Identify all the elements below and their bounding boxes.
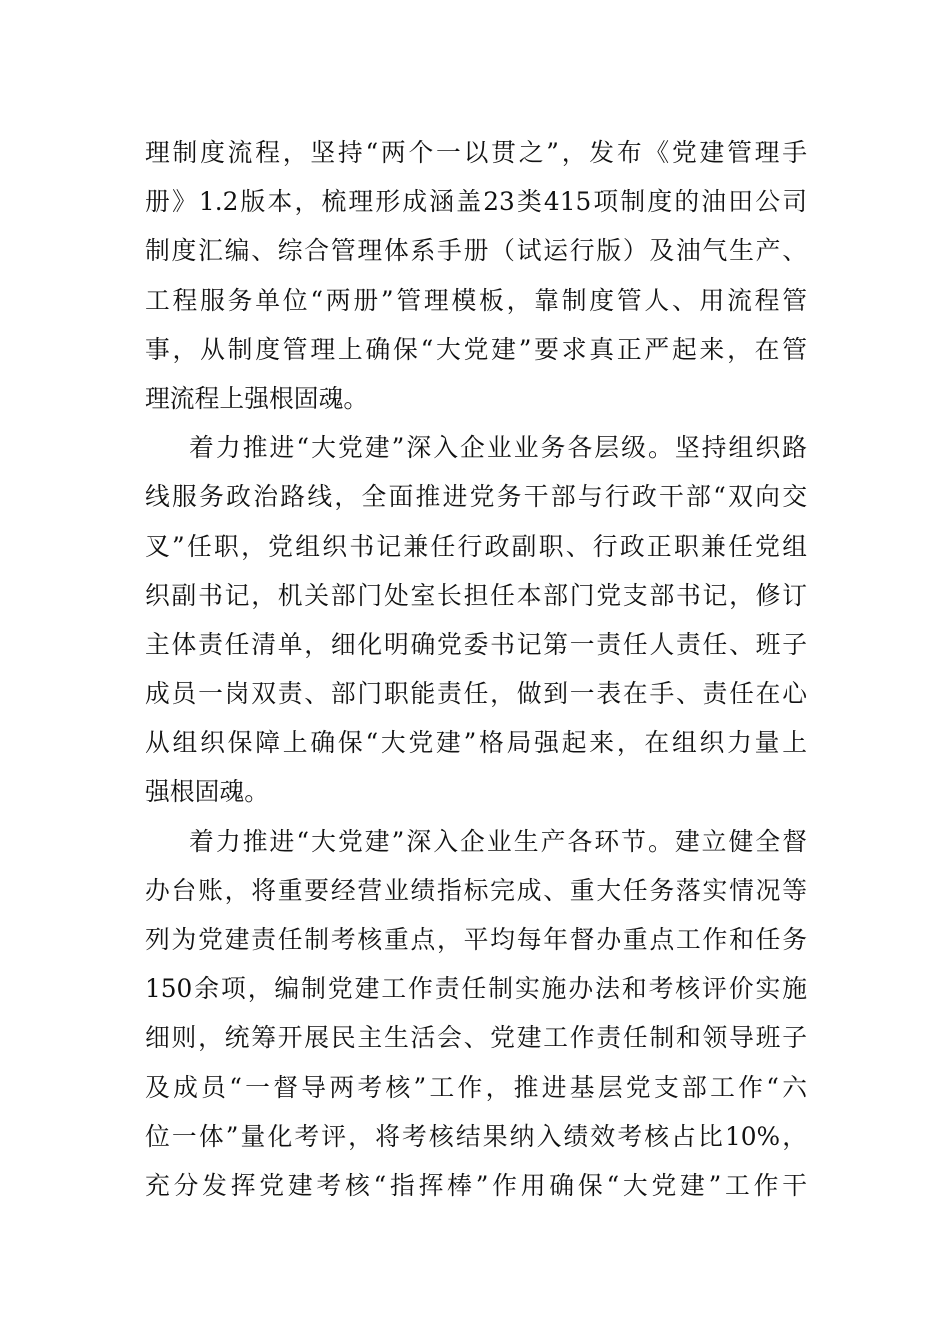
text-line: 主体责任清单，细化明确党委书记第一责任人责任、班子 (145, 629, 807, 659)
text-line: 细则，统筹开展民主生活会、党建工作责任制和领导班子 (145, 1023, 807, 1053)
text-line: 事，从制度管理上确保“大党建”要求真正严起来，在管 (145, 334, 807, 364)
text-line: 叉”任职，党组织书记兼任行政副职、行政正职兼任党组 (145, 531, 807, 561)
text-line: 成员一岗双责、部门职能责任，做到一表在手、责任在心 (145, 679, 807, 709)
text-line: 及成员“一督导两考核”工作，推进基层党支部工作“六 (145, 1072, 807, 1102)
paragraph-1 (145, 128, 807, 423)
text-line: 织副书记，机关部门处室长担任本部门党支部书记，修订 (145, 580, 807, 610)
text-line: 从组织保障上确保“大党建”格局强起来，在组织力量上 (145, 728, 807, 758)
text-line: 理流程上强根固魂。 (145, 383, 369, 413)
text-line: 工程服务单位“两册”管理模板，靠制度管人、用流程管 (145, 285, 807, 315)
text-line: 充分发挥党建考核“指挥棒”作用确保“大党建”工作干 (145, 1170, 807, 1200)
text-line: 理制度流程，坚持“两个一以贯之”，发布《党建管理手 (145, 138, 807, 167)
text-line: 线服务政治路线，全面推进党务干部与行政干部“双向交 (145, 482, 807, 512)
text-line: 着力推进“大党建”深入企业业务各层级。坚持组织路 (189, 433, 807, 463)
document-page (145, 128, 807, 1210)
text-line: 列为党建责任制考核重点，平均每年督办重点工作和任务 (145, 925, 807, 954)
text-line: 制度汇编、综合管理体系手册（试运行版）及油气生产、 (145, 236, 807, 266)
text-line: 位一体”量化考评，将考核结果纳入绩效考核占比10%， (145, 1121, 807, 1151)
text-line: 强根固魂。 (145, 777, 269, 807)
text-line: 册》1.2版本，梳理形成涵盖23类415项制度的油田公司 (145, 187, 807, 217)
paragraph-3 (145, 817, 807, 1211)
text-line: 办台账，将重要经营业绩指标完成、重大任务落实情况等 (145, 875, 807, 905)
text-line: 着力推进“大党建”深入企业生产各环节。建立健全督 (189, 826, 807, 856)
paragraph-2 (145, 423, 807, 817)
text-line: 150余项，编制党建工作责任制实施办法和考核评价实施 (145, 974, 807, 1004)
